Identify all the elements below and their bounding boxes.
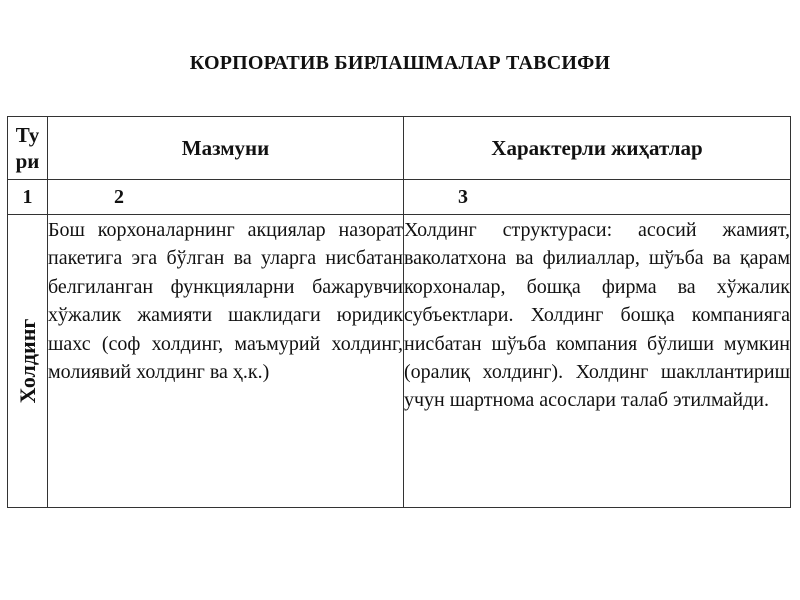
header-content-label: Мазмуни [181, 135, 270, 160]
header-content [48, 117, 404, 180]
table-header-row [8, 117, 791, 180]
row-content-cell [48, 215, 404, 508]
table-row [8, 215, 791, 508]
header-type-label: Ту ри [15, 123, 40, 173]
header-type [8, 117, 48, 180]
row-type-cell [8, 215, 48, 508]
column-number-2-label: 2 [114, 185, 124, 208]
row-features-cell [404, 215, 791, 508]
corporate-associations-table [7, 116, 791, 508]
column-number-row [8, 180, 791, 215]
column-number-1-label: 1 [22, 185, 33, 208]
header-features-label: Характерли жиҳатлар [491, 135, 703, 160]
row-features-text: Холдинг структураси: асосий жамият, ваколатхона ва филиаллар, шўъба ва қарам корхоналар, бошқа фирма ва хўжалик субъектлари. Холдинг бошқа компанияга нисбатан шўъба компания бўлиши мумкин (оралиқ холдинг). Холдинг шакллантириш учун шартнома асослари талаб этилмайди. [404, 219, 790, 412]
column-number-1 [8, 180, 48, 215]
row-type-label: Холдинг [14, 318, 40, 404]
row-content-text: Бош корхоналарнинг акциялар назорат пакетига эга бўлган ва уларга нисбатан белгиланган функцияларни бажарувчи хўжалик жамияти шаклидаги юридик шахс (соф холдинг, маъмурий холдинг, молиявий холдинг ва ҳ.к.) [48, 219, 403, 384]
column-number-2 [48, 180, 404, 215]
column-number-3 [404, 180, 791, 215]
page-title: КОРПОРАТИВ БИРЛАШМАЛАР ТАВСИФИ [189, 52, 611, 74]
column-number-3-label: 3 [458, 185, 468, 208]
header-features [404, 117, 791, 180]
